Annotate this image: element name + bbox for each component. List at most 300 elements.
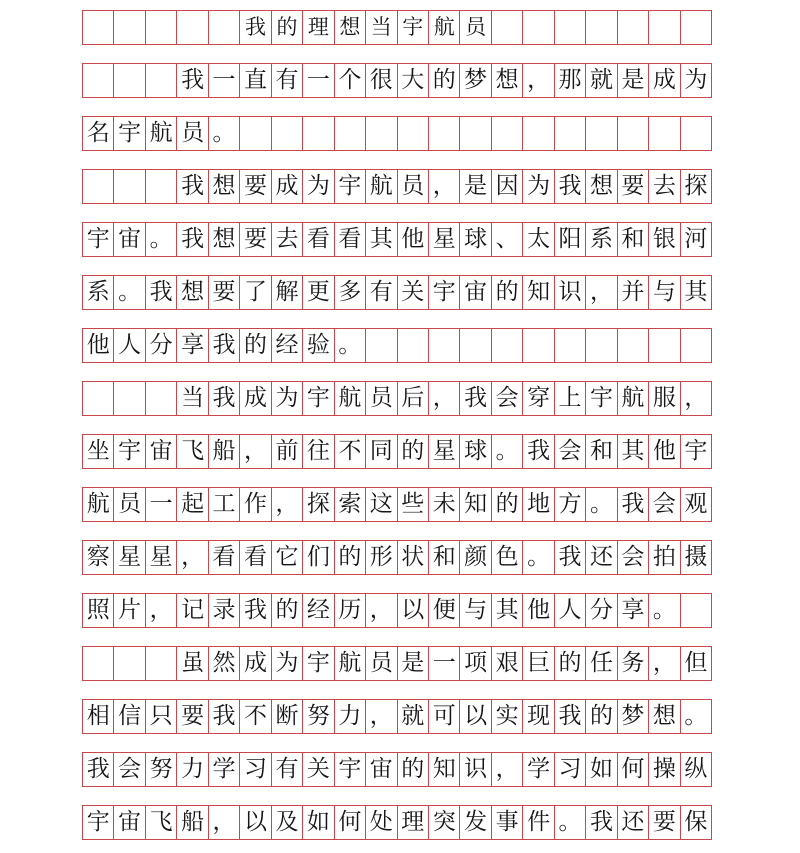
char-cell: 船 xyxy=(177,806,208,839)
char-cell xyxy=(83,170,114,203)
char-cell xyxy=(335,117,366,150)
char-cell: 颜 xyxy=(460,541,491,574)
title-char-cell: 我 xyxy=(240,11,271,44)
char-cell: 直 xyxy=(240,64,271,97)
char-cell: 想 xyxy=(177,276,208,309)
text-row xyxy=(82,805,712,840)
char-cell: 关 xyxy=(303,753,334,786)
char-cell: 要 xyxy=(177,700,208,733)
char-cell: 断 xyxy=(272,700,303,733)
char-cell: 以 xyxy=(240,806,271,839)
char-cell: 星 xyxy=(429,223,460,256)
char-cell: 察 xyxy=(83,541,114,574)
char-cell: 看 xyxy=(303,223,334,256)
char-cell: 。 xyxy=(681,700,712,733)
char-cell: 就 xyxy=(398,700,429,733)
char-cell: ， xyxy=(146,594,177,627)
char-cell: ， xyxy=(429,170,460,203)
char-cell: 同 xyxy=(366,435,397,468)
char-cell: 宙 xyxy=(114,223,145,256)
char-cell: 色 xyxy=(492,541,523,574)
title-char-cell xyxy=(209,11,240,44)
char-cell: 更 xyxy=(303,276,334,309)
char-cell: 的 xyxy=(492,276,523,309)
char-cell: 事 xyxy=(492,806,523,839)
char-cell: 球 xyxy=(460,435,491,468)
char-cell: 是 xyxy=(460,170,491,203)
char-cell: 经 xyxy=(303,594,334,627)
char-cell: 。 xyxy=(492,435,523,468)
char-cell: 成 xyxy=(272,170,303,203)
char-cell: ， xyxy=(681,382,712,415)
char-cell: ， xyxy=(240,435,271,468)
char-cell: ， xyxy=(523,64,554,97)
char-cell: 阳 xyxy=(555,223,586,256)
char-cell xyxy=(398,117,429,150)
char-cell: 成 xyxy=(649,64,680,97)
char-cell: 宙 xyxy=(114,806,145,839)
char-cell: 。 xyxy=(209,117,240,150)
char-cell: 宇 xyxy=(681,435,712,468)
char-cell: 是 xyxy=(618,64,649,97)
text-row xyxy=(82,63,712,98)
char-cell: 航 xyxy=(335,647,366,680)
char-cell: 员 xyxy=(177,117,208,150)
char-cell: 为 xyxy=(272,647,303,680)
char-cell: 航 xyxy=(83,488,114,521)
char-cell: 录 xyxy=(209,594,240,627)
char-cell: 我 xyxy=(523,435,554,468)
text-row xyxy=(82,699,712,734)
text-row xyxy=(82,169,712,204)
char-cell: 及 xyxy=(272,806,303,839)
char-cell: 他 xyxy=(398,223,429,256)
char-cell: 想 xyxy=(649,700,680,733)
char-cell: 何 xyxy=(335,806,366,839)
char-cell: 宇 xyxy=(83,223,114,256)
char-cell: ， xyxy=(177,541,208,574)
title-char-cell: 当 xyxy=(366,11,397,44)
char-cell: 员 xyxy=(366,382,397,415)
char-cell: 。 xyxy=(335,329,366,362)
char-cell: ， xyxy=(649,647,680,680)
title-char-cell: 航 xyxy=(429,11,460,44)
char-cell xyxy=(303,117,334,150)
char-cell: 何 xyxy=(618,753,649,786)
char-cell: 纵 xyxy=(681,753,712,786)
char-cell xyxy=(460,117,491,150)
char-cell: 和 xyxy=(429,541,460,574)
char-cell: 的 xyxy=(398,435,429,468)
title-char-cell: 员 xyxy=(460,11,491,44)
text-row xyxy=(82,381,712,416)
text-row xyxy=(82,116,712,151)
char-cell: 系 xyxy=(586,223,617,256)
text-row xyxy=(82,222,712,257)
char-cell: 识 xyxy=(460,753,491,786)
char-cell: 解 xyxy=(272,276,303,309)
char-cell: 为 xyxy=(523,170,554,203)
char-cell xyxy=(681,117,712,150)
text-row xyxy=(82,752,712,787)
char-cell: 的 xyxy=(492,488,523,521)
char-cell xyxy=(586,117,617,150)
char-cell: 我 xyxy=(555,541,586,574)
char-cell: 的 xyxy=(335,541,366,574)
char-cell: 它 xyxy=(272,541,303,574)
text-row xyxy=(82,328,712,363)
char-cell: 想 xyxy=(586,170,617,203)
char-cell: 员 xyxy=(114,488,145,521)
char-cell: 我 xyxy=(618,488,649,521)
title-char-cell: 的 xyxy=(272,11,303,44)
char-cell xyxy=(146,170,177,203)
text-row xyxy=(82,275,712,310)
char-cell xyxy=(366,117,397,150)
char-cell: 状 xyxy=(398,541,429,574)
char-cell: 飞 xyxy=(177,435,208,468)
char-cell: 宇 xyxy=(114,435,145,468)
char-cell: 成 xyxy=(240,647,271,680)
char-cell: 处 xyxy=(366,806,397,839)
char-cell xyxy=(429,329,460,362)
char-cell: ， xyxy=(366,700,397,733)
char-cell: 一 xyxy=(303,64,334,97)
title-char-cell xyxy=(114,11,145,44)
char-cell: 的 xyxy=(555,647,586,680)
char-cell: 的 xyxy=(429,64,460,97)
title-row xyxy=(82,10,712,45)
char-cell: 去 xyxy=(272,223,303,256)
char-cell: 想 xyxy=(209,223,240,256)
char-cell: 去 xyxy=(649,170,680,203)
char-cell: 我 xyxy=(209,329,240,362)
char-cell: 球 xyxy=(460,223,491,256)
char-cell: 。 xyxy=(649,594,680,627)
char-cell: 个 xyxy=(335,64,366,97)
char-cell xyxy=(492,117,523,150)
title-char-cell xyxy=(618,11,649,44)
char-cell: 形 xyxy=(366,541,397,574)
char-cell: 和 xyxy=(586,435,617,468)
title-char-cell xyxy=(681,11,712,44)
char-cell xyxy=(114,170,145,203)
char-cell: 宇 xyxy=(586,382,617,415)
char-cell: 索 xyxy=(335,488,366,521)
char-cell: 实 xyxy=(492,700,523,733)
char-cell: 习 xyxy=(555,753,586,786)
char-cell: 以 xyxy=(398,594,429,627)
char-cell: 努 xyxy=(303,700,334,733)
char-cell: 的 xyxy=(586,700,617,733)
char-cell: 梦 xyxy=(460,64,491,97)
char-cell: 的 xyxy=(272,594,303,627)
char-cell: 片 xyxy=(114,594,145,627)
char-cell: 我 xyxy=(177,223,208,256)
char-cell: 学 xyxy=(523,753,554,786)
title-char-cell xyxy=(492,11,523,44)
char-cell: 如 xyxy=(586,753,617,786)
char-cell: 想 xyxy=(209,170,240,203)
char-cell: 前 xyxy=(272,435,303,468)
char-cell xyxy=(146,64,177,97)
char-cell: 船 xyxy=(209,435,240,468)
char-cell xyxy=(618,329,649,362)
char-cell: 会 xyxy=(114,753,145,786)
char-cell xyxy=(523,329,554,362)
char-cell: 我 xyxy=(460,382,491,415)
char-cell xyxy=(83,647,114,680)
char-cell: 些 xyxy=(398,488,429,521)
char-cell: 作 xyxy=(240,488,271,521)
char-cell xyxy=(114,647,145,680)
char-cell: 宙 xyxy=(366,753,397,786)
char-cell: 要 xyxy=(649,806,680,839)
char-cell: 往 xyxy=(303,435,334,468)
char-cell: 分 xyxy=(146,329,177,362)
char-cell: 。 xyxy=(523,541,554,574)
char-cell xyxy=(618,117,649,150)
char-cell: 只 xyxy=(146,700,177,733)
char-cell: 验 xyxy=(303,329,334,362)
char-cell: 太 xyxy=(523,223,554,256)
char-cell: 员 xyxy=(398,170,429,203)
char-cell: 银 xyxy=(649,223,680,256)
char-cell xyxy=(429,117,460,150)
char-cell: ， xyxy=(366,594,397,627)
title-char-cell xyxy=(523,11,554,44)
char-cell xyxy=(649,117,680,150)
char-cell: 。 xyxy=(586,488,617,521)
text-row xyxy=(82,487,712,522)
char-cell: 宇 xyxy=(303,647,334,680)
char-cell: 后 xyxy=(398,382,429,415)
char-cell: 我 xyxy=(240,594,271,627)
text-row xyxy=(82,540,712,575)
char-cell: 起 xyxy=(177,488,208,521)
char-cell: 他 xyxy=(83,329,114,362)
char-cell: 看 xyxy=(335,223,366,256)
char-cell: 和 xyxy=(618,223,649,256)
char-cell: 那 xyxy=(555,64,586,97)
char-cell xyxy=(272,117,303,150)
char-cell xyxy=(366,329,397,362)
char-cell: 享 xyxy=(618,594,649,627)
title-char-cell: 理 xyxy=(303,11,334,44)
char-cell: 任 xyxy=(586,647,617,680)
char-cell: 艰 xyxy=(492,647,523,680)
char-cell: 一 xyxy=(209,64,240,97)
char-cell: 宇 xyxy=(83,806,114,839)
char-cell: 不 xyxy=(240,700,271,733)
title-char-cell xyxy=(555,11,586,44)
char-cell: ， xyxy=(272,488,303,521)
char-cell: 我 xyxy=(209,382,240,415)
char-cell: 会 xyxy=(649,488,680,521)
char-cell: 操 xyxy=(649,753,680,786)
char-cell: 享 xyxy=(177,329,208,362)
char-cell: 我 xyxy=(177,64,208,97)
char-cell: 不 xyxy=(335,435,366,468)
char-cell: 要 xyxy=(209,276,240,309)
char-cell: 努 xyxy=(146,753,177,786)
char-cell: 有 xyxy=(272,64,303,97)
title-char-cell xyxy=(649,11,680,44)
char-cell: 名 xyxy=(83,117,114,150)
char-cell: 其 xyxy=(492,594,523,627)
char-cell xyxy=(398,329,429,362)
char-cell: 航 xyxy=(335,382,366,415)
char-cell: 力 xyxy=(335,700,366,733)
char-cell: 宙 xyxy=(146,435,177,468)
title-char-cell: 想 xyxy=(335,11,366,44)
char-cell: 件 xyxy=(523,806,554,839)
char-cell: 飞 xyxy=(146,806,177,839)
char-cell: 我 xyxy=(83,753,114,786)
char-cell xyxy=(586,329,617,362)
char-cell: 但 xyxy=(681,647,712,680)
char-cell: 宇 xyxy=(335,170,366,203)
char-cell xyxy=(649,329,680,362)
char-cell: 照 xyxy=(83,594,114,627)
char-cell: 宇 xyxy=(429,276,460,309)
char-cell: 河 xyxy=(681,223,712,256)
char-cell: 还 xyxy=(618,806,649,839)
char-cell: 星 xyxy=(146,541,177,574)
char-cell: ， xyxy=(492,753,523,786)
char-cell: 这 xyxy=(366,488,397,521)
title-char-cell xyxy=(586,11,617,44)
char-cell: 要 xyxy=(240,170,271,203)
char-cell: ， xyxy=(209,806,240,839)
char-cell: 会 xyxy=(492,382,523,415)
char-cell: 有 xyxy=(366,276,397,309)
char-cell: 知 xyxy=(523,276,554,309)
char-cell: 地 xyxy=(523,488,554,521)
char-cell xyxy=(460,329,491,362)
char-cell: 当 xyxy=(177,382,208,415)
char-cell: 系 xyxy=(83,276,114,309)
char-cell: 学 xyxy=(209,753,240,786)
char-cell xyxy=(523,117,554,150)
char-cell: 很 xyxy=(366,64,397,97)
char-cell: 历 xyxy=(335,594,366,627)
char-cell xyxy=(555,329,586,362)
title-char-cell: 宇 xyxy=(398,11,429,44)
char-cell: 会 xyxy=(555,435,586,468)
char-cell: 分 xyxy=(586,594,617,627)
char-cell: 我 xyxy=(177,170,208,203)
char-cell: 信 xyxy=(114,700,145,733)
char-cell: 星 xyxy=(114,541,145,574)
char-cell: 为 xyxy=(681,64,712,97)
char-cell: 摄 xyxy=(681,541,712,574)
char-cell: 一 xyxy=(146,488,177,521)
title-char-cell xyxy=(146,11,177,44)
char-cell: 方 xyxy=(555,488,586,521)
char-cell: 我 xyxy=(555,700,586,733)
char-cell: 成 xyxy=(240,382,271,415)
char-cell: 与 xyxy=(460,594,491,627)
char-cell: 要 xyxy=(618,170,649,203)
char-cell: 航 xyxy=(618,382,649,415)
char-cell: 并 xyxy=(618,276,649,309)
char-cell: 他 xyxy=(649,435,680,468)
char-cell: 力 xyxy=(177,753,208,786)
char-cell: 是 xyxy=(398,647,429,680)
char-cell: 他 xyxy=(523,594,554,627)
char-cell: 宙 xyxy=(460,276,491,309)
char-cell: 保 xyxy=(681,806,712,839)
char-cell: 与 xyxy=(649,276,680,309)
char-cell xyxy=(83,382,114,415)
char-cell: 务 xyxy=(618,647,649,680)
char-cell: 的 xyxy=(398,753,429,786)
char-cell: 知 xyxy=(460,488,491,521)
char-cell: 便 xyxy=(429,594,460,627)
text-row xyxy=(82,434,712,469)
char-cell: 坐 xyxy=(83,435,114,468)
char-cell: 为 xyxy=(272,382,303,415)
char-cell: 项 xyxy=(460,647,491,680)
char-cell: 以 xyxy=(460,700,491,733)
char-cell: 员 xyxy=(366,647,397,680)
char-cell: 虽 xyxy=(177,647,208,680)
char-cell: 探 xyxy=(303,488,334,521)
char-cell: 上 xyxy=(555,382,586,415)
char-cell: 。 xyxy=(114,276,145,309)
char-cell: 为 xyxy=(303,170,334,203)
char-cell: 突 xyxy=(429,806,460,839)
char-cell: 其 xyxy=(681,276,712,309)
title-char-cell xyxy=(177,11,208,44)
char-cell: 然 xyxy=(209,647,240,680)
char-cell: 我 xyxy=(146,276,177,309)
char-cell: 航 xyxy=(146,117,177,150)
char-cell xyxy=(114,382,145,415)
char-cell: 星 xyxy=(429,435,460,468)
char-cell: 理 xyxy=(398,806,429,839)
char-cell xyxy=(681,594,712,627)
char-cell xyxy=(83,64,114,97)
char-cell: 梦 xyxy=(618,700,649,733)
char-cell: 大 xyxy=(398,64,429,97)
char-cell: 拍 xyxy=(649,541,680,574)
char-cell: 观 xyxy=(681,488,712,521)
char-cell: 人 xyxy=(555,594,586,627)
char-cell: ， xyxy=(586,276,617,309)
char-cell: 我 xyxy=(586,806,617,839)
title-char-cell xyxy=(83,11,114,44)
char-cell: 我 xyxy=(209,700,240,733)
char-cell xyxy=(240,117,271,150)
char-cell: 想 xyxy=(492,64,523,97)
char-cell: 们 xyxy=(303,541,334,574)
char-cell: 了 xyxy=(240,276,271,309)
char-cell: 看 xyxy=(240,541,271,574)
char-cell: 宇 xyxy=(114,117,145,150)
text-row xyxy=(82,646,712,681)
char-cell: 宇 xyxy=(303,382,334,415)
char-cell: 服 xyxy=(649,382,680,415)
char-cell: 人 xyxy=(114,329,145,362)
char-cell: 知 xyxy=(429,753,460,786)
char-cell: 的 xyxy=(240,329,271,362)
char-cell: 探 xyxy=(681,170,712,203)
char-cell: 穿 xyxy=(523,382,554,415)
char-cell xyxy=(555,117,586,150)
text-row xyxy=(82,593,712,628)
